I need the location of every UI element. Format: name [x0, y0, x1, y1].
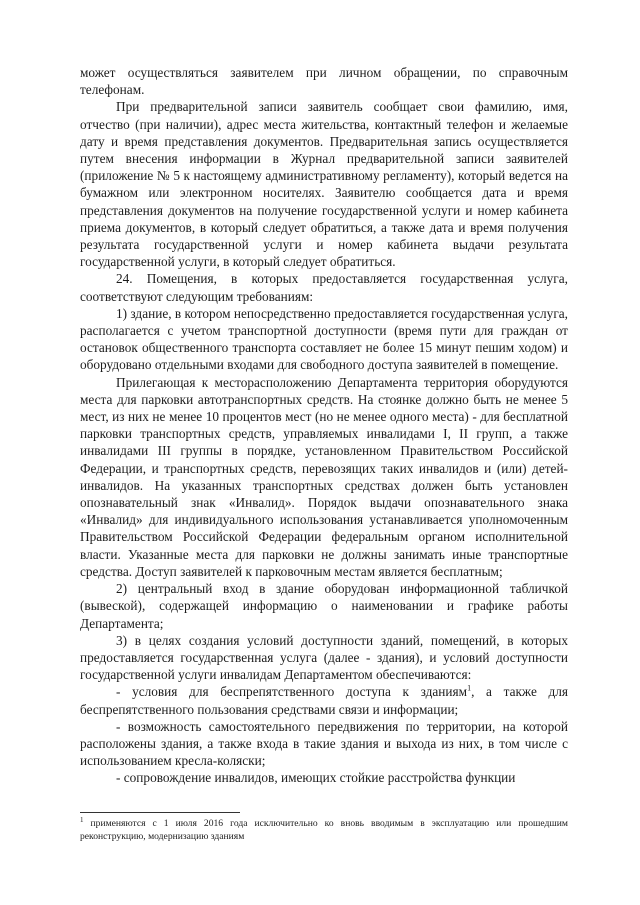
footnote-divider [80, 812, 240, 813]
paragraph-parking: Прилегающая к месторасположению Департамента территория оборудуются места для парковки автотранспортных средств. На стоянке должно быть не менее 5 мест, из них не менее 10 процентов мест (но не менее одного места) - для бесплатной парковки транспортных средств, управляемых инвалидами I, II групп, а также инвалидами III группы в порядке, установленном Правительством Российской Федерации, и транспортных средств, перевозящих таких инвалидов и (или) детей-инвалидов. На указанных транспортных средствах должен быть установлен опознавательный знак «Инвалид». Порядок выдачи опознавательного знака «Инвалид» для индивидуального использования устанавливается уполномоченным Правительством Российской Федерации федеральным органом исполнительной власти. Указанные места для парковки не должны занимать иные транспортные средства. Доступ заявителей к парковочным местам является бесплатным; [80, 374, 568, 579]
paragraph-subitem-2: 2) центральный вход в здание оборудован информационной табличкой (вывеской), содержащей информацию о наименовании и графике работы Департамента; [80, 581, 568, 631]
paragraph-access-conditions [80, 683, 568, 717]
access-conditions-text-after: , а также для беспрепятственного пользования средствами связи и информации; [80, 684, 569, 717]
paragraph-movement: - возможность самостоятельного передвижения по территории, на которой расположены здания, а также входа в такие здания и выхода из них, в том числе с использованием кресла-коляски; [80, 718, 568, 769]
document-body [80, 64, 568, 787]
footnote-mark: 1 [80, 815, 84, 824]
footnote-text: применяются с 1 июля 2016 года исключительно ко вновь вводимым в эксплуатацию или прошедшим реконструкцию, модернизацию зданиям [80, 818, 568, 842]
paragraph-item-24: 24. Помещения, в которых предоставляется государственная услуга, соответствуют следующим требованиям: [80, 271, 568, 304]
footnote [80, 815, 568, 843]
paragraph-subitem-3: 3) в целях создания условий доступности зданий, помещений, в которых предоставляется государственная услуга (далее - здания), и условий доступности государственной услуги инвалидам Департаментом обеспечиваются: [80, 632, 568, 683]
paragraph-escort: - сопровождение инвалидов, имеющих стойкие расстройства функции [116, 770, 516, 786]
paragraph-subitem-1: 1) здание, в котором непосредственно предоставляется государственная услуга, располагается с учетом транспортной доступности (время пути для граждан от остановок общественного транспорта составляет не более 15 минут пешим ходом) и оборудовано отдельными входами для свободного доступа заявителей в помещение. [80, 305, 568, 373]
footnote-reference[interactable]: 1 [467, 683, 472, 693]
paragraph-preliminary-record: При предварительной записи заявитель сообщает свои фамилию, имя, отчество (при наличии), адрес места жительства, контактный телефон и желаемые дату и время представления документов. Предварительная запись осуществляется путем внесения информации в Журнал предварительной записи заявителей (приложение № 5 к настоящему административному регламенту), который ведется на бумажном или электронном носителях. Заявителю сообщается дата и время представления документов на получение государственной услуги и номер кабинета приема документов, в который следует обратиться, а также дата и время получения результата государственной услуги и номер кабинета выдачи результата государственной услуги, в который следует обратиться. [80, 99, 568, 270]
paragraph-continuation: может осуществляться заявителем при личном обращении, по справочным телефонам. [80, 65, 568, 98]
access-conditions-text-before: - условия для беспрепятственного доступа к зданиям [116, 684, 468, 700]
